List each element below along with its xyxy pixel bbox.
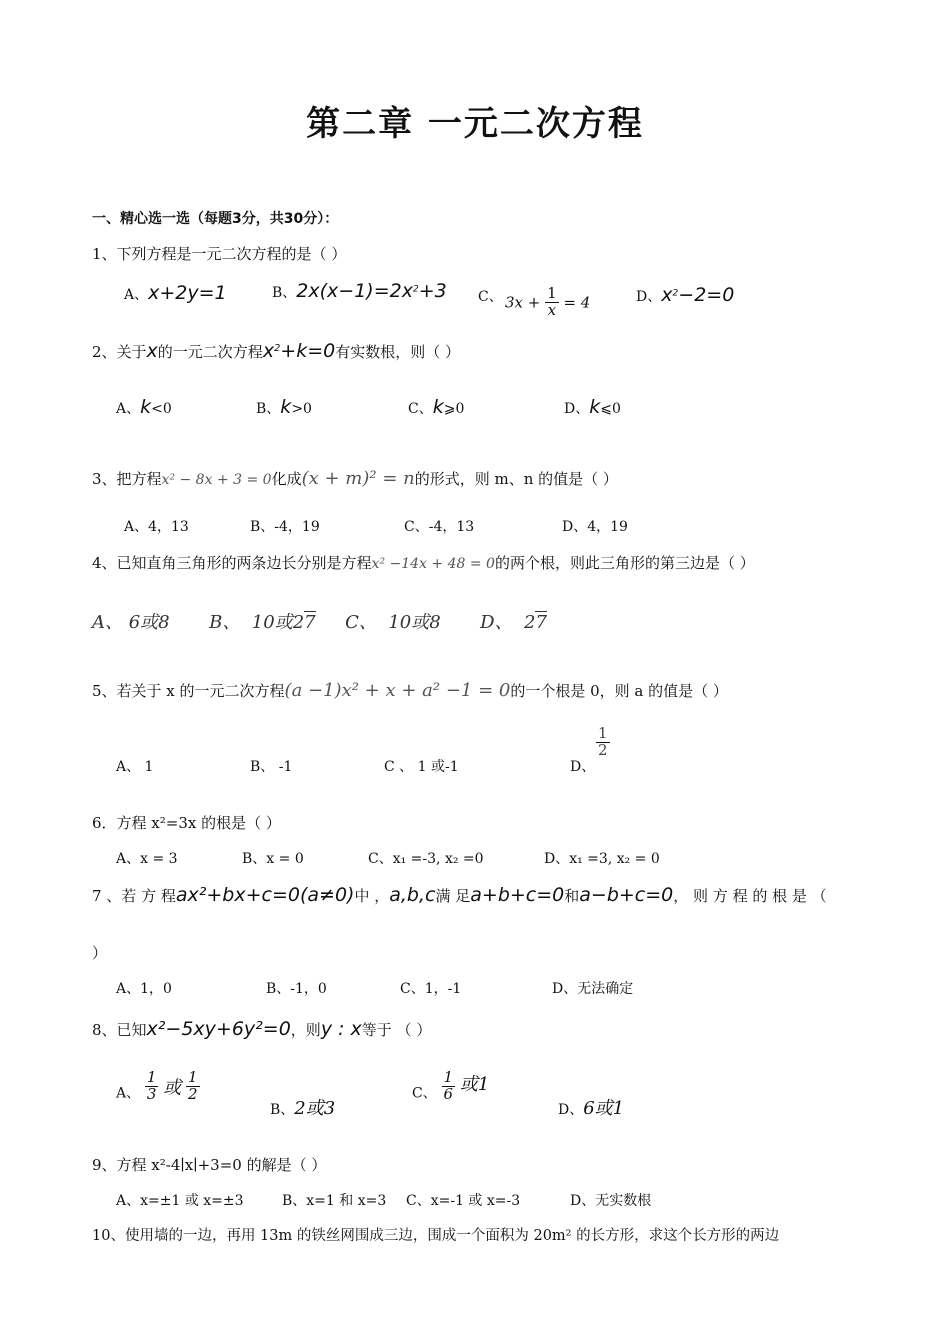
page-title: 第二章 一元二次方程 bbox=[306, 104, 644, 144]
q6-option-c: C、x₁ =-3, x₂ =0 bbox=[368, 851, 484, 867]
q8-option-b: B、2或3 bbox=[270, 1098, 336, 1119]
q8-option-c: C、 $\frac{1}{6}$ 或1 bbox=[412, 1068, 490, 1103]
q7-option-c: C、1，-1 bbox=[400, 981, 462, 997]
q3-option-b: B、-4，19 bbox=[250, 519, 320, 535]
q1-option-c: C、 bbox=[478, 289, 503, 305]
q9-option-b: B、x=1 和 x=3 bbox=[282, 1193, 387, 1209]
question-9: 9、方程 x²-4∣x∣+3=0 的解是（ ） bbox=[92, 1156, 327, 1174]
q2-option-c: C、k⩾0 bbox=[408, 396, 465, 418]
q1-option-d: D、$x^2-2=0$ bbox=[636, 284, 735, 306]
q8-option-d: D、6或1 bbox=[558, 1098, 625, 1119]
q4-option-a: A、 6或8 bbox=[92, 612, 170, 633]
q4-option-c: C、 10或8 bbox=[345, 612, 441, 633]
q2-option-b: B、k>0 bbox=[256, 396, 312, 418]
q9-option-a: A、x=±1 或 x=±3 bbox=[116, 1193, 244, 1209]
q8-option-a: A、 $\frac{1}{3}$ 或 $\frac{1}{2}$ bbox=[116, 1068, 198, 1103]
question-5: 5、若关于 x 的一元二次方程(a −1)x² + x + a² −1 = 0的一个根是 0，则 a 的值是（ ） bbox=[92, 680, 728, 701]
q3-option-c: C、-4，13 bbox=[404, 519, 475, 535]
q6-option-b: B、x = 0 bbox=[242, 851, 304, 867]
q6-option-a: A、x = 3 bbox=[116, 851, 178, 867]
q5-option-d-fraction: $\frac{1}{2}$ bbox=[598, 724, 608, 759]
question-4: 4、已知直角三角形的两条边长分别是方程x² −14x + 48 = 0的两个根，则此三角形的第三边是（ ） bbox=[92, 554, 755, 572]
q9-option-c: C、x=-1 或 x=-3 bbox=[406, 1193, 521, 1209]
q7-option-b: B、-1，0 bbox=[266, 981, 327, 997]
q1-option-c-math: 3x + $\frac{1}{x}$ = 4 bbox=[505, 284, 591, 319]
question-6: 6．方程 x²=3x 的根是（ ） bbox=[92, 814, 281, 832]
q4-option-d: D、 27 bbox=[480, 612, 547, 633]
q3-option-a: A、4，13 bbox=[124, 519, 189, 535]
q1-option-b: B、$2x(x-1)=2x^2+3$ bbox=[272, 280, 447, 302]
q3-option-d: D、4，19 bbox=[562, 519, 628, 535]
q4-options bbox=[92, 608, 547, 634]
section-heading: 一、精心选一选（每题3分，共30分）： bbox=[92, 211, 339, 227]
q1-option-a: A、x+2y=1 bbox=[124, 282, 227, 304]
question-10: 10、使用墙的一边，再用 13m 的铁丝网围成三边，围成一个面积为 20m² 的长方形，求这个长方形的两边 bbox=[92, 1228, 780, 1244]
question-2: 2、关于x的一元二次方程$x^2+k=0$有实数根，则（ ） bbox=[92, 340, 460, 362]
q5-option-d: D、 bbox=[570, 759, 596, 775]
question-1: 1、下列方程是一元二次方程的是（ ） bbox=[92, 245, 347, 263]
q7-option-d: D、无法确定 bbox=[552, 981, 634, 997]
q4-option-b: B、 10或27 bbox=[209, 612, 316, 633]
q5-option-c: C 、 1 或-1 bbox=[384, 759, 459, 775]
q5-option-b: B、 -1 bbox=[250, 759, 293, 775]
q6-option-d: D、x₁ =3, x₂ = 0 bbox=[544, 851, 660, 867]
question-8: 8、已知x²−5xy+6y²=0，则y : x等于 （ ） bbox=[92, 1018, 432, 1040]
q7-option-a: A、1，0 bbox=[116, 981, 172, 997]
question-3: 3、把方程x² − 8x + 3 = 0化成(x + m)² = n的形式，则 m、n 的值是（ ） bbox=[92, 468, 618, 489]
question-7: 7 、若 方 程ax²+bx+c=0(a≠0)中 ，a,b,c满 足a+b+c=0和a−b+c=0， 则 方 程 的 根 是 （ bbox=[92, 884, 827, 906]
q5-option-a: A、 1 bbox=[116, 759, 154, 775]
question-7-close: ） bbox=[92, 944, 108, 962]
q2-option-a: A、k<0 bbox=[116, 396, 172, 418]
q2-option-d: D、k⩽0 bbox=[564, 396, 621, 418]
q9-option-d: D、无实数根 bbox=[570, 1193, 652, 1209]
